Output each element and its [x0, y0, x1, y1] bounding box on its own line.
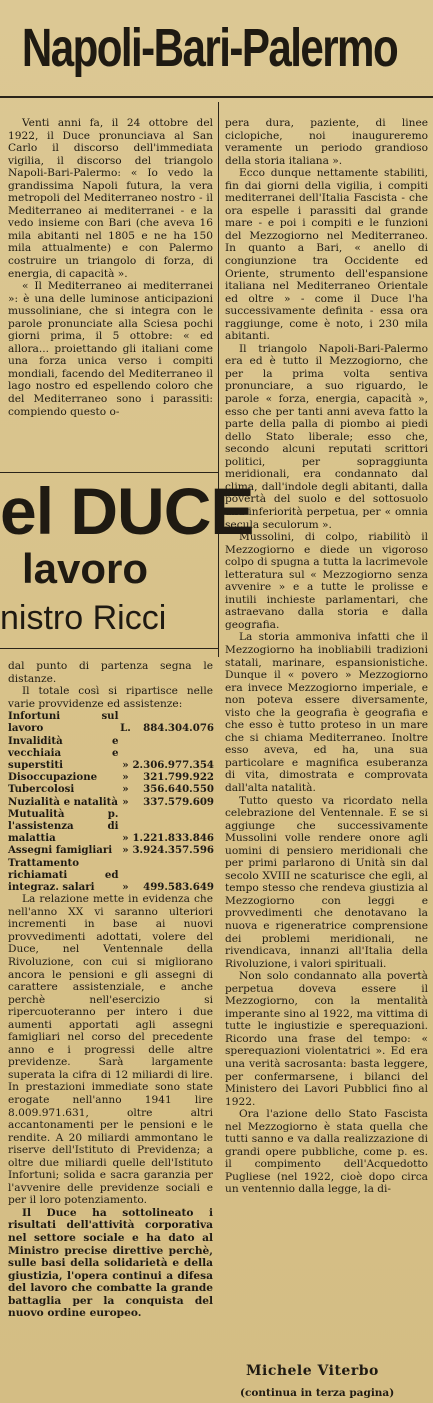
- item-mark: »: [122, 771, 129, 784]
- table-row: [8, 735, 214, 772]
- author-signature: Michele Viterbo: [246, 1363, 379, 1379]
- table-row: [8, 771, 214, 783]
- paragraph: Il totale così si ripartisce nelle varie provvidenze ed assistenze:: [8, 685, 213, 710]
- item-label: Assegni famigliari: [8, 844, 113, 857]
- continuation-note: (continua in terza pagina): [240, 1387, 395, 1399]
- paragraph: Ecco dunque nettamente stabiliti, fin dai giorni della vigilia, i compiti mediterranei dell'Italia Fascista - che ora espelle i parassiti dal grande mare - e poi i compiti e le funzioni del Mezzogiorno nel Mediterraneo. In quanto a Bari, « anello di congiunzione tra Occidente ed Oriente, strumento dell'espansione italiana nel Mediterraneo Orientale ed oltre » - come il Duce l'ha successivamente definita - essa ora raggiunge, come è noto, i 230 mila abitanti.: [225, 167, 428, 343]
- headline-rule: [0, 96, 433, 98]
- table-row: [8, 808, 214, 845]
- paragraph: La relazione mette in evidenza che nell'anno XX vi saranno ulteriori incrementi in base ai nuovi provvedimenti adottati, volere del Duce, nel Ventennale della Rivoluzione, con cui si migliorano ancora le pensioni e gli assegni di carattere assistenziale, e anche perchè nell'esercizio si ripercuoteranno per intero i due aumenti apportati agli assegni famigliari nel corso del precedente anno e i progressi delle altre previdenze. Sarà largamente superata la cifra di 12 miliardi di lire. In prestazioni immediate sono state erogate nell'anno 1941 lire 8.009.971.631, oltre altri accantonamenti per le pensioni e le rendite. A 20 miliardi ammontano le riserve dell'Istituto di Previdenza; a oltre due miliardi quelle dell'Istituto Infortuni; solida e sacra garanzia per l'avvenire delle previdenze sociali e per il loro potenziamento.: [8, 893, 213, 1207]
- banner-lavoro: lavoro: [22, 545, 149, 592]
- item-label: Tubercolosi: [8, 783, 75, 796]
- paragraph: Ora l'azione dello Stato Fascista nel Mezzogiorno è stata quella che tutti sanno e va dalla realizzazione di grandi opere pubbliche, come p. es. il compimento dell'Acquedotto Pugliese (nel 1922, cioè dopo circa un ventennio dalla legge, la di-: [225, 1108, 428, 1196]
- paragraph: dal punto di partenza segna le distanze.: [8, 660, 213, 685]
- banner-rule: [0, 648, 218, 649]
- paragraph: pera dura, paziente, di linee ciclopiche, noi inaugureremo veramente un periodo grandioso della storia italiana ».: [225, 117, 428, 167]
- table-row: [8, 710, 214, 734]
- left-bottom-column: [8, 660, 213, 1320]
- item-value: 3.924.357.596: [132, 844, 214, 857]
- item-mark: »: [122, 832, 129, 845]
- item-value: 2.306.977.354: [132, 759, 214, 771]
- table-row: [8, 796, 214, 808]
- banner-duce: el DUCE: [0, 474, 254, 548]
- section-rule: [0, 472, 218, 473]
- paragraph: Non solo condannato alla povertà perpetua doveva essere il Mezzogiorno, con la mentalità imperante sino al 1922, ma vittima di tutte le ingiustizie e sperequazioni. Ricordo una frase del tempo: « sperequazioni violentatrici ». Ed era una verità sacrosanta: basta leggere, per confermarsene, i bilanci del Ministero dei Lavori Pubblici fino al 1922.: [225, 970, 428, 1108]
- item-mark: »: [122, 783, 129, 796]
- item-mark: »: [122, 844, 129, 857]
- item-value: 884.304.076: [143, 722, 214, 735]
- banner-ricci: nistro Ricci: [0, 599, 167, 637]
- paragraph: Mussolini, di colpo, riabilitò il Mezzogiorno e diede un vigoroso colpo di spugna a tutta la lacrimevole letteratura sul « Mezzogiorno senza avvenire » e a tutte le prolisse e inutili inchieste parlamentari, che astraevano dalla storia e dalla geografia.: [225, 531, 428, 631]
- right-column: [225, 117, 428, 1196]
- item-label: Trattamento richiamati ed integraz. salari: [8, 856, 119, 894]
- paragraph: Il Duce ha sottolineato i risultati dell'attività corporativa nel settore sociale e ha dato al Ministro precise direttive perchè, sulle basi della solidarietà e della giustizia, l'opera continui a difesa del lavoro che combatte la grande battaglia per la conquista del nuovo ordine europeo.: [8, 1206, 213, 1320]
- assistance-table: [8, 710, 214, 893]
- left-top-column: [8, 117, 213, 418]
- paragraph: Il triangolo Napoli-Bari-Palermo era ed è tutto il Mezzogiorno, che per la prima volta sentiva pronunciare, a suo riguardo, le parole « forza, energia, capacità », esso che per tanti anni aveva fatto la parte della palla di piombo ai piedi dello Stato liberale; esso che, secondo alcuni reputati scrittori politici, per sopraggiunta meridionali, era condannato dal clima, dall'indole degli abitanti, dalla povertà del suolo e del sottosuolo alla inferiorità perpetua, per « omnia secula seculorum ».: [225, 342, 428, 531]
- item-mark: »: [122, 881, 129, 894]
- item-value: 356.640.550: [143, 783, 214, 796]
- paragraph: Venti anni fa, il 24 ottobre del 1922, il Duce pronunciava al San Carlo il discorso dell'immediata vigilia, il discorso del triangolo Napoli-Bari-Palermo: « Io vedo la grandissima Napoli futura, la vera metropoli del Mediterraneo nostro - il Mediterraneo ai mediterranei - e la vedo insieme con Bari (che aveva 16 mila abitanti nel 1805 e ne ha 150 mila attualmente) e con Palermo costruire un triangolo di forza, di energia, di capacità ».: [8, 117, 213, 280]
- item-label: Nuzialità e natalità: [8, 795, 118, 808]
- item-label: Mutualità p. l'assistenza di malattia: [8, 807, 119, 845]
- item-value: 1.221.833.846: [132, 832, 214, 845]
- column-rule: [218, 102, 219, 657]
- table-row: [8, 844, 214, 856]
- item-label: Invalidità e vecchiaia e superstiti: [8, 734, 119, 771]
- table-row: [8, 857, 214, 894]
- item-value: 499.583.649: [143, 881, 214, 894]
- item-value: 321.799.922: [143, 771, 214, 784]
- table-row: [8, 783, 214, 795]
- paragraph: « Il Mediterraneo ai mediterranei »: è una delle luminose anticipazioni mussoliniane, che si integra con le parole pronunciate alla Sciesa pochi giorni prima, il 5 ottobre: « ed allora... proiettando gli italiani come una forza unica verso i compiti mondiali, facendo del Mediterraneo il lago nostro ed espellendo coloro che del Mediterraneo sono i parassiti: compiendo questo o-: [8, 280, 213, 418]
- item-mark: »: [122, 759, 129, 771]
- paragraph: La storia ammoniva infatti che il Mezzogiorno ha inobliabili tradizioni statali, marinare, espansionistiche. Dunque il « povero » Mezzogiorno era invece Mezzogiorno imperiale, e non poteva essere diversamente, visto che la geografia è geografia e che esso è tutto proteso in un mare che si chiama Mediterraneo. Inoltre esso aveva, ed ha, una sua particolare e magnifica esuberanza di vita, dimostrata e comprovata dall'alta natalità.: [225, 631, 428, 794]
- headline: Napoli-Bari-Palermo: [21, 18, 398, 78]
- paragraph: Tutto questo va ricordato nella celebrazione del Ventennale. E se si aggiunge che successivamente Mussolini volle rendere onore agli uomini di pensiero meridionali che per primi parlarono di Unità sin dal secolo XVIII ne scaturisce che egli, al tempo stesso che rendeva giustizia al Mezzogiorno con leggi e provvedimenti che denotavano la nuova e rigeneratrice comprensione dei problemi meridionali, ne rivendicava, innanzi all'Italia della Rivoluzione, i valori spirituali.: [225, 794, 428, 970]
- item-mark: L.: [120, 722, 131, 735]
- item-label: Infortuni sul lavoro: [8, 710, 119, 735]
- item-mark: »: [122, 795, 129, 808]
- item-label: Disoccupazione: [8, 771, 98, 784]
- item-value: 337.579.609: [143, 795, 214, 808]
